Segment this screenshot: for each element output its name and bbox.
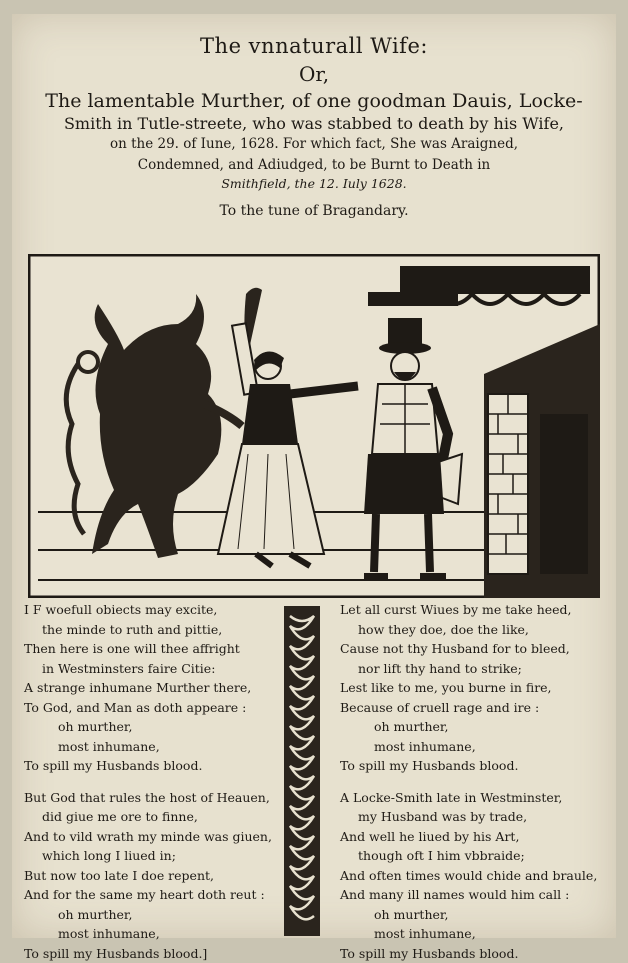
verse-line: To God, and Man as doth appeare : [24,698,286,718]
verses-left-column [24,600,286,963]
verse-line: And many ill names would him call : [340,885,608,905]
verse-line: did giue me ore to finne, [24,807,286,827]
verse-line: But now too late I doe repent, [24,866,286,886]
verse-line: Because of cruell rage and ire : [340,698,608,718]
ornamental-border-icon [280,606,324,936]
woodcut-illustration [28,254,600,598]
verse-line: how they doe, doe the like, [340,620,608,640]
verse-line: A Locke-Smith late in Westminster, [340,788,608,808]
verse-line: And to vild wrath my minde was giuen, [24,827,286,847]
verse-line: nor lift thy hand to strike; [340,659,608,679]
verse-line: Then here is one will thee affright [24,639,286,659]
verse-line: in Westminsters faire Citie: [24,659,286,679]
stanza-gap [340,776,608,788]
broadside-sheet [12,14,616,938]
verse-line: To spill my Husbands blood. [340,944,608,963]
verse-line: I F woefull obiects may excite, [24,600,286,620]
verse-line: A strange inhumane Murther there, [24,678,286,698]
verse-line: most inhumane, [24,924,286,944]
verses-right-column [340,600,608,963]
subtitle-line-1: The lamentable Murther, of one goodman Dauis, Locke- [12,90,616,112]
verse-line: And well he liued by his Art, [340,827,608,847]
verse-line: Cause not thy Husband for to bleed, [340,639,608,659]
page-title: The vnnaturall Wife: [12,34,616,58]
verse-line: which long I liued in; [24,846,286,866]
verse-line: Let all curst Wiues by me take heed, [340,600,608,620]
verse-line: And often times would chide and braule, [340,866,608,886]
verse-line: oh murther, [24,717,286,737]
verse-line: oh murther, [340,905,608,925]
verse-line: the minde to ruth and pittie, [24,620,286,640]
verse-line: But God that rules the host of Heauen, [24,788,286,808]
verse-line: To spill my Husbands blood. [24,756,286,776]
verse-line: most inhumane, [340,924,608,944]
subtitle-line-2: Smith in Tutle-streete, who was stabbed to death by his Wife, [12,114,616,133]
subtitle-line-4: Condemned, and Adiudged, to be Burnt to Death in [12,157,616,173]
verse-line: most inhumane, [24,737,286,757]
verse-line: Lest like to me, you burne in fire, [340,678,608,698]
verse-line: To spill my Husbands blood. [340,756,608,776]
verse-line: To spill my Husbands blood.] [24,944,286,963]
verse-line: oh murther, [24,905,286,925]
verse-line: oh murther, [340,717,608,737]
subtitle-line-5: Smithfield, the 12. Iuly 1628. [12,176,616,191]
verse-line: And for the same my heart doth reut : [24,885,286,905]
verse-line: most inhumane, [340,737,608,757]
subtitle-line-3: on the 29. of Iune, 1628. For which fact, She was Araigned, [12,136,616,152]
title-or: Or, [12,62,616,86]
verse-line: my Husband was by trade, [340,807,608,827]
stanza-gap [24,776,286,788]
verse-line: though oft I him vbbraide; [340,846,608,866]
tune-line: To the tune of Bragandary. [12,203,616,219]
